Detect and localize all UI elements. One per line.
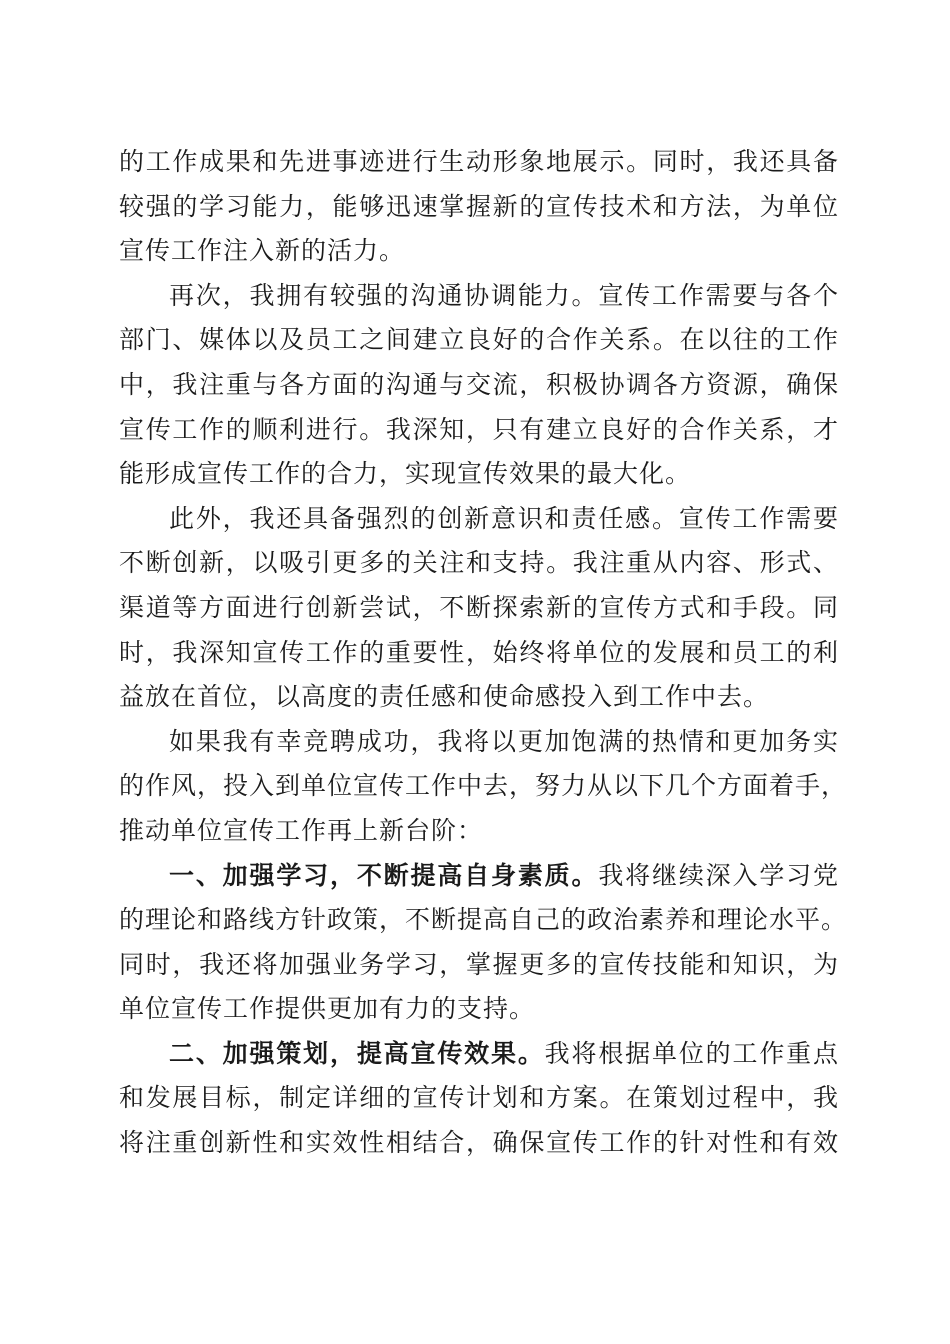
text-line — [119, 854, 839, 899]
text-line: 时，我深知宣传工作的重要性，始终将单位的发展和员工的利 — [119, 637, 839, 667]
text-line: 单位宣传工作提供更加有力的支持。 — [119, 994, 536, 1024]
text-run: 我将继续深入学习党 — [598, 860, 839, 890]
text-line: 益放在首位，以高度的责任感和使命感投入到工作中去。 — [119, 682, 770, 712]
text-line — [119, 1032, 839, 1077]
text-line: 同时，我还将加强业务学习，掌握更多的宣传技能和知识，为 — [119, 949, 839, 979]
paragraph — [119, 720, 848, 854]
paragraph — [119, 854, 848, 1032]
section-heading: 一、加强学习，不断提高自身素质。 — [169, 860, 599, 890]
text-line: 不断创新，以吸引更多的关注和支持。我注重从内容、形式、 — [119, 548, 839, 578]
text-line: 如果我有幸竞聘成功，我将以更加饱满的热情和更加务实 — [169, 726, 839, 756]
paragraph — [119, 497, 839, 720]
text-line: 的工作成果和先进事迹进行生动形象地展示。同时，我还具备 — [119, 147, 839, 176]
text-line: 此外，我还具备强烈的创新意识和责任感。宣传工作需要 — [169, 503, 839, 533]
text-line: 能形成宣传工作的合力，实现宣传效果的最大化。 — [119, 459, 692, 489]
text-line: 部门、媒体以及员工之间建立良好的合作关系。在以往的工作 — [119, 325, 839, 355]
text-line: 较强的学习能力，能够迅速掌握新的宣传技术和方法，为单位 — [119, 191, 839, 221]
text-line: 推动单位宣传工作再上新台阶： — [119, 815, 484, 845]
text-line: 中，我注重与各方面的沟通与交流，积极协调各方资源，确保 — [119, 369, 839, 399]
text-line: 的作风，投入到单位宣传工作中去，努力从以下几个方面着手， — [119, 771, 848, 801]
paragraph — [119, 140, 839, 274]
text-line: 将注重创新性和实效性相结合，确保宣传工作的针对性和有效 — [119, 1128, 839, 1158]
text-line: 宣传工作注入新的活力。 — [119, 236, 406, 266]
paragraph — [119, 274, 839, 497]
text-line: 的理论和路线方针政策，不断提高自己的政治素养和理论水平。 — [119, 905, 848, 935]
document-body — [119, 140, 848, 1166]
text-line: 渠道等方面进行创新尝试，不断探索新的宣传方式和手段。同 — [119, 592, 839, 622]
text-line: 再次，我拥有较强的沟通协调能力。宣传工作需要与各个 — [169, 280, 839, 310]
paragraph — [119, 1032, 839, 1166]
section-heading: 二、加强策划，提高宣传效果。 — [169, 1038, 545, 1068]
text-line: 宣传工作的顺利进行。我深知，只有建立良好的合作关系，才 — [119, 414, 839, 444]
text-run: 我将根据单位的工作重点 — [544, 1038, 839, 1068]
text-line: 和发展目标，制定详细的宣传计划和方案。在策划过程中，我 — [119, 1083, 839, 1113]
